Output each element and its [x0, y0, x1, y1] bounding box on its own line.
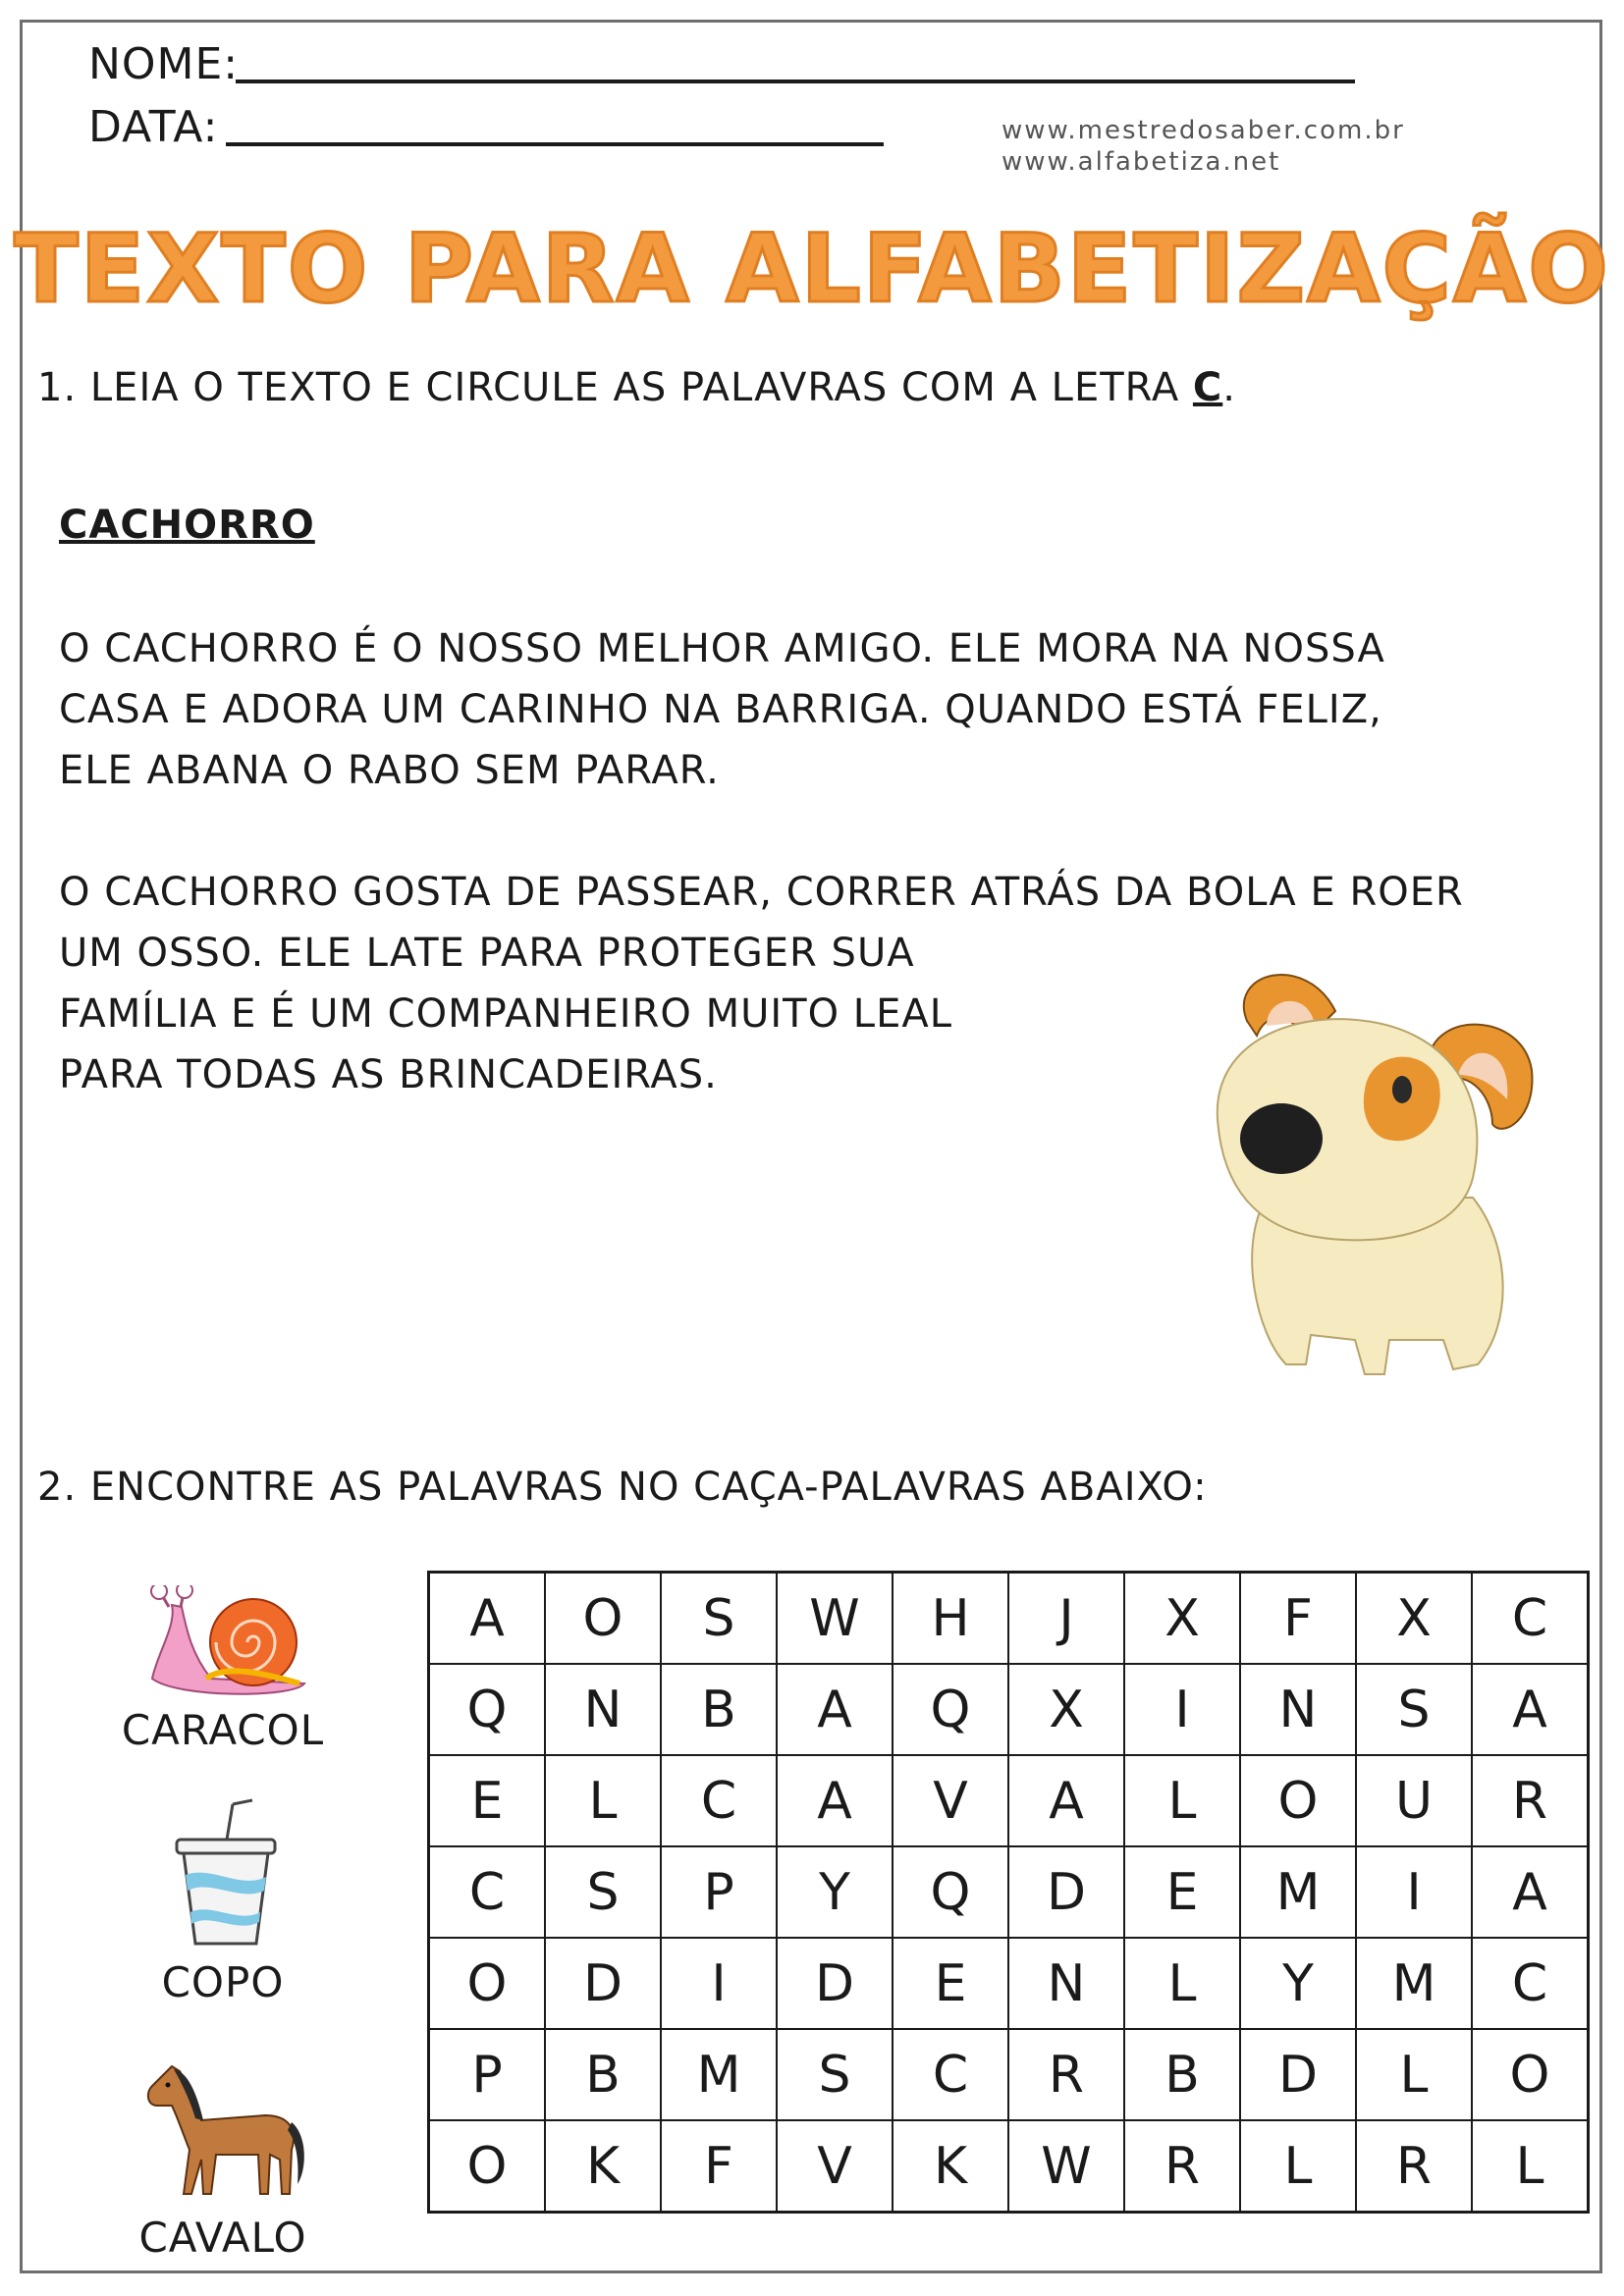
grid-cell[interactable]: S	[545, 1846, 661, 1938]
grid-cell[interactable]: O	[545, 1573, 661, 1665]
story-line: ELE ABANA O RABO SEM PARAR.	[59, 748, 720, 793]
story-line: O CACHORRO É O NOSSO MELHOR AMIGO. ELE MORA NA NOSSA	[59, 626, 1385, 671]
horse-icon	[142, 2061, 309, 2199]
grid-row	[429, 2029, 1589, 2120]
grid-cell[interactable]: I	[1356, 1846, 1472, 1938]
page-title: TEXTO PARA ALFABETIZAÇÃO	[14, 214, 1610, 324]
grid-cell[interactable]: M	[1356, 1938, 1472, 2029]
grid-cell[interactable]: C	[661, 1755, 777, 1846]
grid-cell[interactable]: A	[777, 1755, 893, 1846]
grid-cell[interactable]: A	[1472, 1664, 1589, 1755]
grid-cell[interactable]: O	[1472, 2029, 1589, 2120]
story-paragraph-1	[59, 618, 1385, 801]
story-line: UM OSSO. ELE LATE PARA PROTEGER SUA	[59, 931, 915, 976]
date-label: DATA:	[88, 102, 219, 152]
grid-cell[interactable]: E	[1124, 1846, 1240, 1938]
question-1	[37, 365, 1236, 410]
question-1-text: 1. LEIA O TEXTO E CIRCULE AS PALAVRAS COM A LETRA	[37, 365, 1193, 410]
grid-cell[interactable]: L	[1124, 1755, 1240, 1846]
story-line: PARA TODAS AS BRINCADEIRAS.	[59, 1052, 718, 1097]
grid-cell[interactable]: V	[893, 1755, 1008, 1846]
grid-cell[interactable]: M	[1240, 1846, 1356, 1938]
grid-cell[interactable]: S	[661, 1573, 777, 1665]
grid-cell[interactable]: A	[1472, 1846, 1589, 1938]
grid-cell[interactable]: S	[777, 2029, 893, 2120]
snail-icon	[137, 1585, 314, 1703]
grid-cell[interactable]: K	[545, 2120, 661, 2213]
grid-cell[interactable]: A	[429, 1573, 546, 1665]
grid-row	[429, 1938, 1589, 2029]
grid-cell[interactable]: C	[429, 1846, 546, 1938]
grid-cell[interactable]: L	[1124, 1938, 1240, 2029]
grid-cell[interactable]: O	[1240, 1755, 1356, 1846]
grid-cell[interactable]: Y	[1240, 1938, 1356, 2029]
grid-cell[interactable]: J	[1008, 1573, 1124, 1665]
grid-cell[interactable]: Q	[893, 1846, 1008, 1938]
grid-cell[interactable]: H	[893, 1573, 1008, 1665]
grid-cell[interactable]: R	[1356, 2120, 1472, 2213]
grid-row	[429, 1755, 1589, 1846]
grid-cell[interactable]: P	[429, 2029, 546, 2120]
grid-cell[interactable]: N	[1008, 1938, 1124, 2029]
date-field[interactable]	[88, 102, 218, 152]
story-line: CASA E ADORA UM CARINHO NA BARRIGA. QUANDO ESTÁ FELIZ,	[59, 687, 1382, 732]
grid-cell[interactable]: X	[1356, 1573, 1472, 1665]
name-label: NOME:	[88, 39, 240, 89]
grid-cell[interactable]: C	[893, 2029, 1008, 2120]
dog-illustration	[1198, 952, 1551, 1384]
grid-cell[interactable]: L	[1240, 2120, 1356, 2213]
cup-icon	[172, 1796, 280, 1953]
date-line	[226, 142, 884, 146]
name-line	[236, 80, 1355, 83]
word-copo: COPO	[161, 1958, 285, 2006]
grid-cell[interactable]: S	[1356, 1664, 1472, 1755]
grid-cell[interactable]: A	[1008, 1755, 1124, 1846]
word-cavalo: CAVALO	[138, 2214, 307, 2262]
site-link-1[interactable]: www.mestredosaber.com.br	[1001, 116, 1405, 145]
grid-cell[interactable]: L	[545, 1755, 661, 1846]
grid-cell[interactable]: N	[1240, 1664, 1356, 1755]
question-1-end: .	[1222, 365, 1236, 410]
grid-cell[interactable]: I	[1124, 1664, 1240, 1755]
question-2: 2. ENCONTRE AS PALAVRAS NO CAÇA-PALAVRAS ABAIXO:	[37, 1465, 1208, 1510]
word-caracol: CARACOL	[121, 1706, 325, 1754]
grid-cell[interactable]: L	[1472, 2120, 1589, 2213]
grid-row	[429, 1846, 1589, 1938]
grid-row	[429, 1573, 1589, 1665]
grid-cell[interactable]: B	[545, 2029, 661, 2120]
grid-cell[interactable]: M	[661, 2029, 777, 2120]
grid-cell[interactable]: W	[777, 1573, 893, 1665]
grid-cell[interactable]: D	[1008, 1846, 1124, 1938]
grid-cell[interactable]: F	[1240, 1573, 1356, 1665]
grid-cell[interactable]: O	[429, 2120, 546, 2213]
grid-cell[interactable]: U	[1356, 1755, 1472, 1846]
grid-cell[interactable]: C	[1472, 1573, 1589, 1665]
grid-cell[interactable]: V	[777, 2120, 893, 2213]
site-link-2[interactable]: www.alfabetiza.net	[1001, 147, 1281, 177]
grid-cell[interactable]: K	[893, 2120, 1008, 2213]
grid-cell[interactable]: R	[1124, 2120, 1240, 2213]
grid-cell[interactable]: A	[777, 1664, 893, 1755]
grid-cell[interactable]: D	[1240, 2029, 1356, 2120]
grid-cell[interactable]: O	[429, 1938, 546, 2029]
name-field[interactable]	[88, 39, 239, 89]
grid-cell[interactable]: L	[1356, 2029, 1472, 2120]
grid-cell[interactable]: Y	[777, 1846, 893, 1938]
grid-cell[interactable]: I	[661, 1938, 777, 2029]
grid-cell[interactable]: Q	[429, 1664, 546, 1755]
grid-cell[interactable]: B	[1124, 2029, 1240, 2120]
grid-cell[interactable]: R	[1008, 2029, 1124, 2120]
grid-cell[interactable]: W	[1008, 2120, 1124, 2213]
grid-cell[interactable]: E	[429, 1755, 546, 1846]
grid-cell[interactable]: Q	[893, 1664, 1008, 1755]
story-line: O CACHORRO GOSTA DE PASSEAR, CORRER ATRÁS DA BOLA E ROER	[59, 870, 1464, 915]
grid-cell[interactable]: B	[661, 1664, 777, 1755]
grid-cell[interactable]: R	[1472, 1755, 1589, 1846]
story-title: CACHORRO	[59, 503, 315, 548]
grid-cell[interactable]: F	[661, 2120, 777, 2213]
grid-row	[429, 2120, 1589, 2213]
grid-row	[429, 1664, 1589, 1755]
grid-cell[interactable]: E	[893, 1938, 1008, 2029]
grid-cell[interactable]: N	[545, 1664, 661, 1755]
grid-cell[interactable]: C	[1472, 1938, 1589, 2029]
grid-cell[interactable]: X	[1124, 1573, 1240, 1665]
grid-cell[interactable]: D	[777, 1938, 893, 2029]
story-line: FAMÍLIA E É UM COMPANHEIRO MUITO LEAL	[59, 991, 952, 1037]
grid-cell[interactable]: P	[661, 1846, 777, 1938]
word-search-grid	[427, 1571, 1590, 2214]
grid-cell[interactable]: X	[1008, 1664, 1124, 1755]
grid-cell[interactable]: D	[545, 1938, 661, 2029]
question-1-letter: C	[1192, 365, 1223, 410]
